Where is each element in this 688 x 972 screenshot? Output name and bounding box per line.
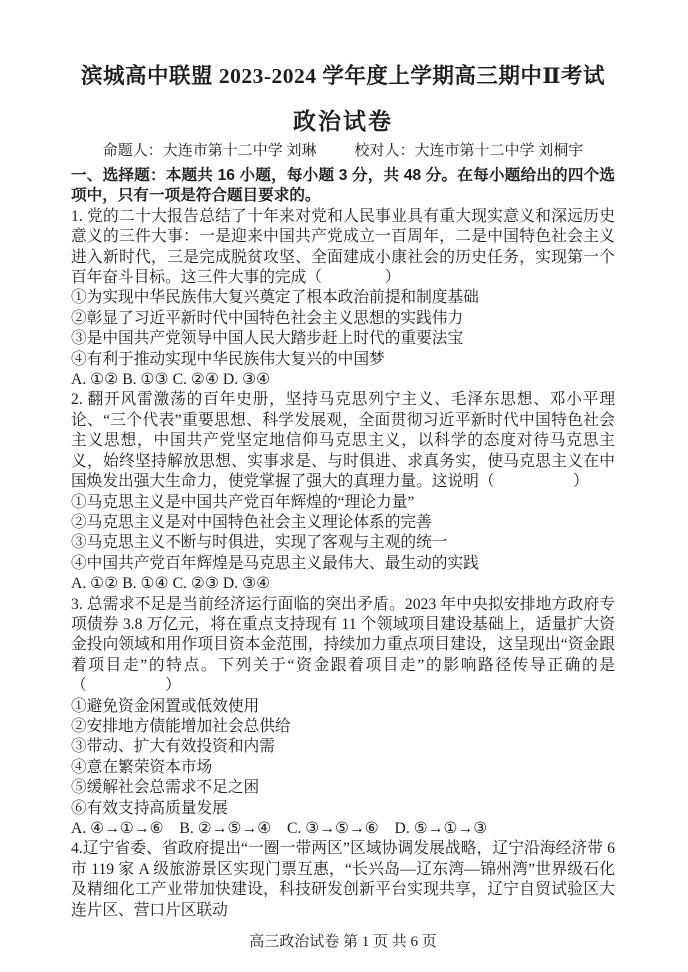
option-item: ④意在繁荣资本市场 — [71, 758, 213, 776]
question-text: 辽宁省委、省政府提出“一圈一带两区”区域协调发展战略，辽宁沿海经济带 6 市 119 家 A 级旅游景区实现门票互惠，“长兴岛—辽东湾—锦州湾”世界级石化及精细化工产业带加快建设，科技研发创新平台实现共享，辽宁自贸试验区大连片区、营口片区联动 — [71, 840, 619, 919]
choices-row: A. ①② B. ①③ C. ②④ D. ③④ — [71, 371, 271, 389]
option-item: ②安排地方债能增加社会总供给 — [71, 717, 291, 735]
option-item: ④中国共产党百年辉煌是马克思主义最伟大、最生动的实践 — [71, 554, 479, 572]
option-items — [71, 697, 615, 819]
option-items — [71, 493, 615, 575]
question-list — [71, 207, 619, 921]
option-item: ②彰显了习近平新时代中国特色社会主义思想的实践伟力 — [71, 309, 464, 327]
question-text: 党的二十大报告总结了十年来对党和人民事业具有重大现实意义和深远历史意义的三件大事：一是迎来中国共产党成立一百周年，二是中国特色社会主义进入新时代，三是完成脱贫攻坚、全面建成小康社会的历史任务，实现第一个百年奋斗目标。这三件大事的完成（ ） — [71, 207, 616, 287]
question-block — [71, 207, 615, 391]
choices-row: A. ④→①→⑥ B. ②→⑤→④ C. ③→⑤→⑥ D. ⑤→①→③ — [71, 820, 488, 837]
choices-row: A. ①② B. ①④ C. ②③ D. ③④ — [71, 575, 271, 593]
option-item: ③是中国共产党领导中国人民大踏步赶上时代的重要法宝 — [71, 330, 464, 348]
byline-checker: 校对人：大连市第十二中学 刘桐宇 — [354, 143, 584, 159]
option-item: ③马克思主义不断与时俱进，实现了客观与主观的统一 — [71, 534, 448, 552]
byline-setter: 命题人：大连市第十二中学 刘琳 — [102, 143, 317, 159]
page-subtitle: 政治试卷 — [293, 109, 393, 134]
question-stem — [71, 207, 615, 289]
option-item: ③带动、扩大有效投资和内需 — [71, 738, 275, 756]
option-item: ①马克思主义是中国共产党百年辉煌的“理论力量” — [71, 493, 415, 511]
option-item: ①为实现中华民族伟大复兴奠定了根本政治前提和制度基础 — [71, 289, 479, 307]
question-block — [71, 390, 615, 594]
question-number: 4. — [71, 840, 83, 858]
question-block — [71, 839, 619, 921]
question-number: 3. — [71, 595, 87, 613]
option-item: ⑥有效支持高质量发展 — [71, 799, 228, 817]
question-number: 2. — [71, 391, 88, 409]
page-title: 滨城高中联盟 2023-2024 学年度上学期高三期中Ⅱ考试 — [80, 64, 606, 88]
question-text: 总需求不足是当前经济运行面临的突出矛盾。2023 年中央拟安排地方政府专项债券 3.8 万亿元，将在重点支持现有 11 个领域项目建设基础上，适量扩大资金投向领域和用作项目资本金范围，持续加力重点项目建设，这呈现出“资金跟着项目走”的特点。下列关于“资金跟着项目走”的影响路径传导正确的是（ ） — [71, 595, 616, 695]
question-stem — [71, 595, 615, 697]
question-stem — [71, 390, 615, 492]
page-footer: 高三政治试卷 第 1 页 共 6 页 — [249, 934, 437, 951]
section-one-heading: 一、选择题：本题共 16 小题，每小题 3 分，共 48 分。在每小题给出的四个选项中，只有一项是符合题目要求的。 — [71, 167, 615, 205]
option-item: ①避免资金闲置或低效使用 — [71, 697, 260, 715]
option-item: ⑤缓解社会总需求不足之困 — [71, 779, 260, 797]
question-stem — [71, 839, 619, 921]
question-number: 1. — [71, 207, 88, 225]
option-item: ④有利于推动实现中华民族伟大复兴的中国梦 — [71, 350, 385, 368]
byline — [71, 142, 615, 161]
question-block — [71, 595, 615, 840]
option-items — [71, 288, 615, 370]
option-item: ②马克思主义是对中国特色社会主义理论体系的完善 — [71, 513, 432, 531]
question-text: 翻开风雷激荡的百年史册，坚持马克思列宁主义、毛泽东思想、邓小平理论、“三个代表”重要思想、科学发展观，全面贯彻习近平新时代中国特色社会主义思想，中国共产党坚定地信仰马克思主义，以科学的态度对待马克思主义，始终坚持解放思想、实事求是、与时俱进、求真务实，使马克思主义在中国焕发出强大生命力，使党掌握了强大的真理力量。这说明（ ） — [71, 391, 616, 491]
